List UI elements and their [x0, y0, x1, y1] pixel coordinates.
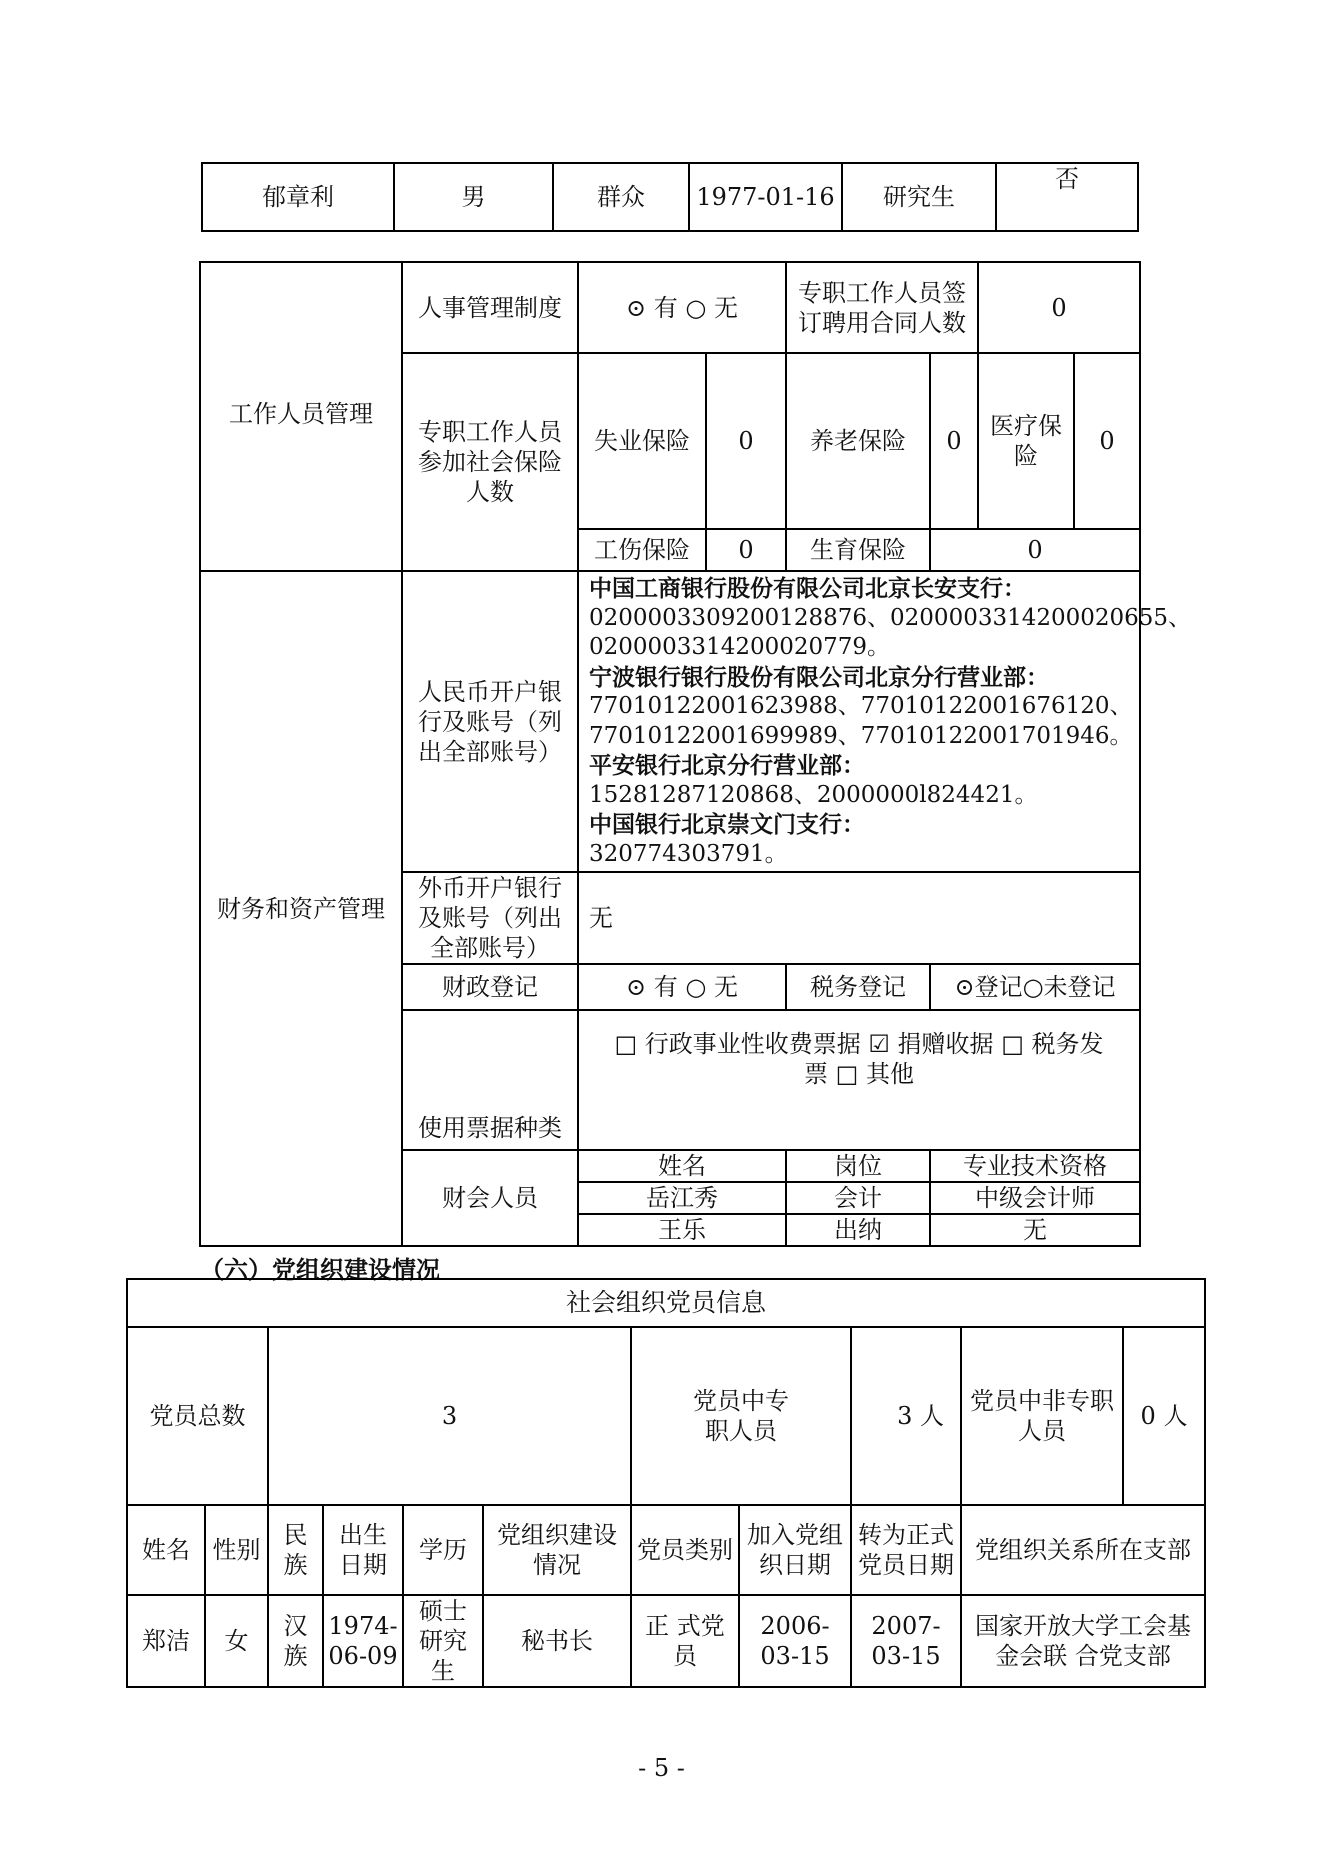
person-gender: 男: [394, 163, 553, 231]
person-last: 否: [996, 163, 1138, 231]
receipt-line-2: 票 □ 其他: [804, 1060, 914, 1088]
party-fulltime-label: 党员中专职人员: [631, 1327, 851, 1505]
party-header: 转为正式党员日期: [851, 1505, 961, 1595]
member-cell: 秘书长: [483, 1595, 631, 1687]
receipt-line-1: □ 行政事业性收费票据 ☑ 捐赠收据 □ 税务发: [614, 1030, 1104, 1058]
rmb-bank-label: 人民币开户银行及账号（列出全部账号）: [402, 571, 578, 872]
tax-registration-value: ⊙登记○未登记: [930, 964, 1140, 1010]
party-header: 党组织建设情况: [483, 1505, 631, 1595]
bank-line: 宁波银行银行股份有限公司北京分行营业部：: [589, 663, 1049, 691]
party-header: 性别: [205, 1505, 268, 1595]
maternity-label: 生育保险: [786, 529, 930, 571]
bank-line: 平安银行北京分行营业部：: [589, 752, 865, 779]
member-cell: 硕士研究生: [403, 1595, 483, 1687]
pension-value: 0: [930, 353, 978, 529]
party-header: 姓名: [127, 1505, 205, 1595]
insurance-label: 专职工作人员参加社会保险人数: [402, 353, 578, 571]
member-cell: 2006-03-15: [739, 1595, 851, 1687]
maternity-value: 0: [930, 529, 1140, 571]
fx-bank-value: 无: [578, 872, 1140, 964]
party-parttime-value: 0 人: [1140, 1402, 1188, 1430]
fx-bank-label: 外币开户银行及账号（列出全部账号）: [402, 872, 578, 964]
party-table: [126, 1278, 1206, 1688]
bank-line: 320774303791。: [589, 840, 788, 867]
staff-section-label: 工作人员管理: [200, 262, 402, 571]
accountant-header-name: 姓名: [578, 1150, 786, 1182]
person-birth: 1977-01-16: [689, 163, 842, 231]
finance-section-label: 财务和资产管理: [200, 571, 402, 1246]
party-parttime-label: 党员中非专职人员: [962, 1328, 1124, 1504]
party-total-label: 党员总数: [127, 1327, 268, 1505]
accountant-post: 出纳: [786, 1214, 930, 1246]
accountant-name: 岳江秀: [578, 1182, 786, 1214]
member-cell: 2007-03-15: [851, 1595, 961, 1687]
pension-label: 养老保险: [786, 353, 930, 529]
member-cell: 国家开放大学工会基金会联 合党支部: [961, 1595, 1205, 1687]
accountant-label: 财会人员: [402, 1150, 578, 1246]
bank-line: 0200003314200020779。: [589, 634, 891, 660]
party-header: 加入党组织日期: [739, 1505, 851, 1595]
bank-line: 中国工商银行股份有限公司北京长安支行：: [589, 575, 1026, 602]
party-table-title: 社会组织党员信息: [127, 1279, 1205, 1327]
party-total-value: 3: [268, 1327, 631, 1505]
member-cell: 正 式党员: [631, 1595, 739, 1687]
bank-line: 77010122001699989、77010122001701946。: [589, 722, 1133, 749]
accountant-qual: 中级会计师: [930, 1182, 1140, 1214]
person-name: 郁章利: [202, 163, 394, 231]
injury-label: 工伤保险: [578, 529, 706, 571]
bank-line: 15281287120868、2000000l824421。: [589, 781, 1038, 808]
party-parttime-cell: [961, 1327, 1205, 1505]
medical-label: 医疗保险: [978, 353, 1074, 529]
rmb-bank-accounts: [578, 571, 1192, 872]
injury-value: 0: [706, 529, 786, 571]
hr-system-label: 人事管理制度: [402, 262, 578, 353]
person-politics: 群众: [553, 163, 689, 231]
person-education: 研究生: [842, 163, 996, 231]
staff-finance-table: [199, 261, 1192, 1247]
unemployment-label: 失业保险: [578, 353, 706, 529]
hr-system-value: ⊙ 有 ○ 无: [578, 262, 786, 353]
party-section-title: （六）党组织建设情况: [200, 1255, 440, 1284]
bank-line: 77010122001623988、77010122001676120、: [589, 693, 1133, 719]
party-fulltime-value: 3 人: [851, 1327, 961, 1505]
accountant-post: 会计: [786, 1182, 930, 1214]
medical-value: 0: [1074, 353, 1140, 529]
party-header: 党员类别: [631, 1505, 739, 1595]
tax-registration-label: 税务登记: [786, 964, 930, 1010]
accountant-header-qual: 专业技术资格: [930, 1150, 1140, 1182]
receipt-types: [578, 1010, 1140, 1150]
fiscal-registration-value: ⊙ 有 ○ 无: [578, 964, 786, 1010]
party-header: 出生日期: [323, 1505, 403, 1595]
contract-count-label: 专职工作人员签订聘用合同人数: [786, 262, 978, 353]
bank-line: 0200003309200128876、0200003314200020655、: [589, 604, 1192, 631]
receipt-type-label: 使用票据种类: [402, 1010, 578, 1150]
member-cell: 1974-06-09: [323, 1595, 403, 1687]
party-header: 民族: [268, 1505, 323, 1595]
member-cell: 女: [205, 1595, 268, 1687]
fiscal-registration-label: 财政登记: [402, 964, 578, 1010]
contract-count-value: 0: [978, 262, 1140, 353]
accountant-qual: 无: [930, 1214, 1140, 1246]
unemployment-value: 0: [706, 353, 786, 529]
page-number: - 5 -: [638, 1754, 685, 1782]
member-cell: 汉族: [268, 1595, 323, 1687]
party-header: 学历: [403, 1505, 483, 1595]
accountant-header-post: 岗位: [786, 1150, 930, 1182]
person-row-table: [201, 162, 1139, 232]
bank-line: 中国银行北京崇文门支行：: [589, 811, 865, 838]
party-header: 党组织关系所在支部: [961, 1505, 1205, 1595]
member-cell: 郑洁: [127, 1595, 205, 1687]
accountant-name: 王乐: [578, 1214, 786, 1246]
